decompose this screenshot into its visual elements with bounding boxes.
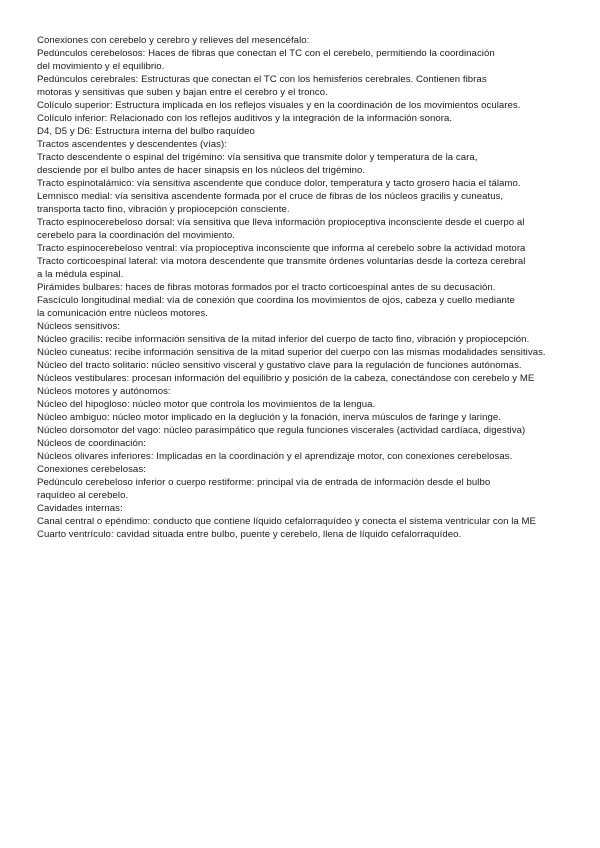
section-heading-sensory-nuclei: Núcleos sensitivos: <box>37 321 121 332</box>
section-heading-internal-cavities: Cavidades internas: <box>37 503 123 514</box>
section-heading-mesencephalon: Conexiones con cerebelo y cerebro y relieves del mesencéfalo: <box>37 35 310 46</box>
section-heading-motor-nuclei: Núcleos motores y autónomos: <box>37 386 171 397</box>
line: Pedúnculos cerebrales: Estructuras que conectan el TC con los hemisferios cerebrales. Contienen fibras <box>37 74 487 85</box>
line: Pedúnculos cerebelosos: Haces de fibras que conectan el TC con el cerebelo, permitiendo la coordinación <box>37 48 495 59</box>
document-page <box>37 34 597 541</box>
entry-medial-lemniscus <box>37 190 597 216</box>
line: cerebelo para la coordinación del movimiento. <box>37 230 235 241</box>
line: la comunicación entre núcleos motores. <box>37 308 208 319</box>
entry-spinothalamic-tract: Tracto espinotalámico: vía sensitiva ascendente que conduce dolor, temperatura y tacto grosero hacia el tálamo. <box>37 178 521 189</box>
section-heading-coordination-nuclei: Núcleos de coordinación: <box>37 438 146 449</box>
line: a la médula espinal. <box>37 269 124 280</box>
entry-pyramids: Pirámides bulbares: haces de fibras motoras formados por el tracto corticoespinal antes de su decusación. <box>37 282 496 293</box>
line: Tracto espinocerebeloso dorsal: vía sensitiva que lleva información propioceptiva inconsciente desde el cuerpo al <box>37 217 525 228</box>
line: motoras y sensitivas que suben y bajan entre el cerebro y el tronco. <box>37 87 328 98</box>
entry-fourth-ventricle: Cuarto ventrículo: cavidad situada entre bulbo, puente y cerebelo, llena de líquido cefalorraquídeo. <box>37 529 462 540</box>
entry-superior-colliculus: Colículo superior: Estructura implicada en los reflejos visuales y en la coordinación de los movimientos oculares. <box>37 100 521 111</box>
line: raquídeo al cerebelo. <box>37 490 129 501</box>
entry-mlf <box>37 294 597 320</box>
entry-inferior-olivary-nuclei: Núcleos olivares inferiores: Implicadas en la coordinación y el aprendizaje motor, con conexiones cerebelosas. <box>37 451 513 462</box>
entry-cerebellar-peduncles <box>37 47 597 73</box>
entry-nucleus-cuneatus: Núcleo cuneatus: recibe información sensitiva de la mitad superior del cuerpo con las mismas modalidades sensitivas. <box>37 347 546 358</box>
line: Tracto descendente o espinal del trigémino: vía sensitiva que transmite dolor y temperatura de la cara, <box>37 152 478 163</box>
line: transporta tacto fino, vibración y propiocepción consciente. <box>37 204 290 215</box>
entry-cerebral-peduncles <box>37 73 597 99</box>
section-heading-tracts: Tractos ascendentes y descendentes (vías): <box>37 139 227 150</box>
line: Fascículo longitudinal medial: vía de conexión que coordina los movimientos de ojos, cabeza y cuello mediante <box>37 295 515 306</box>
entry-ventral-spinocerebellar: Tracto espinocerebeloso ventral: vía propioceptiva inconsciente que informa al cerebelo sobre la actividad motora <box>37 243 526 254</box>
line: desciende por el bulbo antes de hacer sinapsis en los núcleos del trigémino. <box>37 165 366 176</box>
section-heading-cerebellar-connections: Conexiones cerebelosas: <box>37 464 146 475</box>
entry-trigeminal-tract <box>37 151 597 177</box>
entry-dorsal-vagal-nucleus: Núcleo dorsomotor del vago: núcleo parasimpático que regula funciones viscerales (actividad cardíaca, digestiva) <box>37 425 526 436</box>
entry-inferior-cerebellar-peduncle <box>37 476 597 502</box>
entry-vestibular-nuclei: Núcleos vestibulares: procesan información del equilibrio y posición de la cabeza, conectándose con cerebelo y ME <box>37 373 535 384</box>
line: Pedúnculo cerebeloso inferior o cuerpo restiforme: principal vía de entrada de información desde el bulbo <box>37 477 491 488</box>
entry-nucleus-gracilis: Núcleo gracilis: recibe información sensitiva de la mitad inferior del cuerpo de tacto fino, vibración y propiocepción. <box>37 334 530 345</box>
entry-lateral-corticospinal <box>37 255 597 281</box>
line: Lemnisco medial: vía sensitiva ascendente formada por el cruce de fibras de los núcleos gracilis y cuneatus, <box>37 191 504 202</box>
section-heading-medulla: D4, D5 y D6: Estructura interna del bulbo raquídeo <box>37 126 255 137</box>
entry-central-canal: Canal central o epéndimo: conducto que contiene líquido cefalorraquídeo y conecta el sistema ventricular con la ME <box>37 516 536 527</box>
entry-solitary-tract-nucleus: Núcleo del tracto solitario: núcleo sensitivo visceral y gustativo clave para la regulación de funciones autónomas. <box>37 360 522 371</box>
entry-hypoglossal-nucleus: Núcleo del hipogloso: núcleo motor que controla los movimientos de la lengua. <box>37 399 376 410</box>
line: del movimiento y el equilibrio. <box>37 61 165 72</box>
entry-nucleus-ambiguus: Núcleo ambiguo: núcleo motor implicado en la deglución y la fonación, inerva músculos de faringe y laringe. <box>37 412 501 423</box>
line: Tracto corticoespinal lateral: vía motora descendente que transmite órdenes voluntarias desde la corteza cerebral <box>37 256 526 267</box>
entry-dorsal-spinocerebellar <box>37 216 597 242</box>
entry-inferior-colliculus: Colículo inferior: Relacionado con los reflejos auditivos y la integración de la información sonora. <box>37 113 453 124</box>
